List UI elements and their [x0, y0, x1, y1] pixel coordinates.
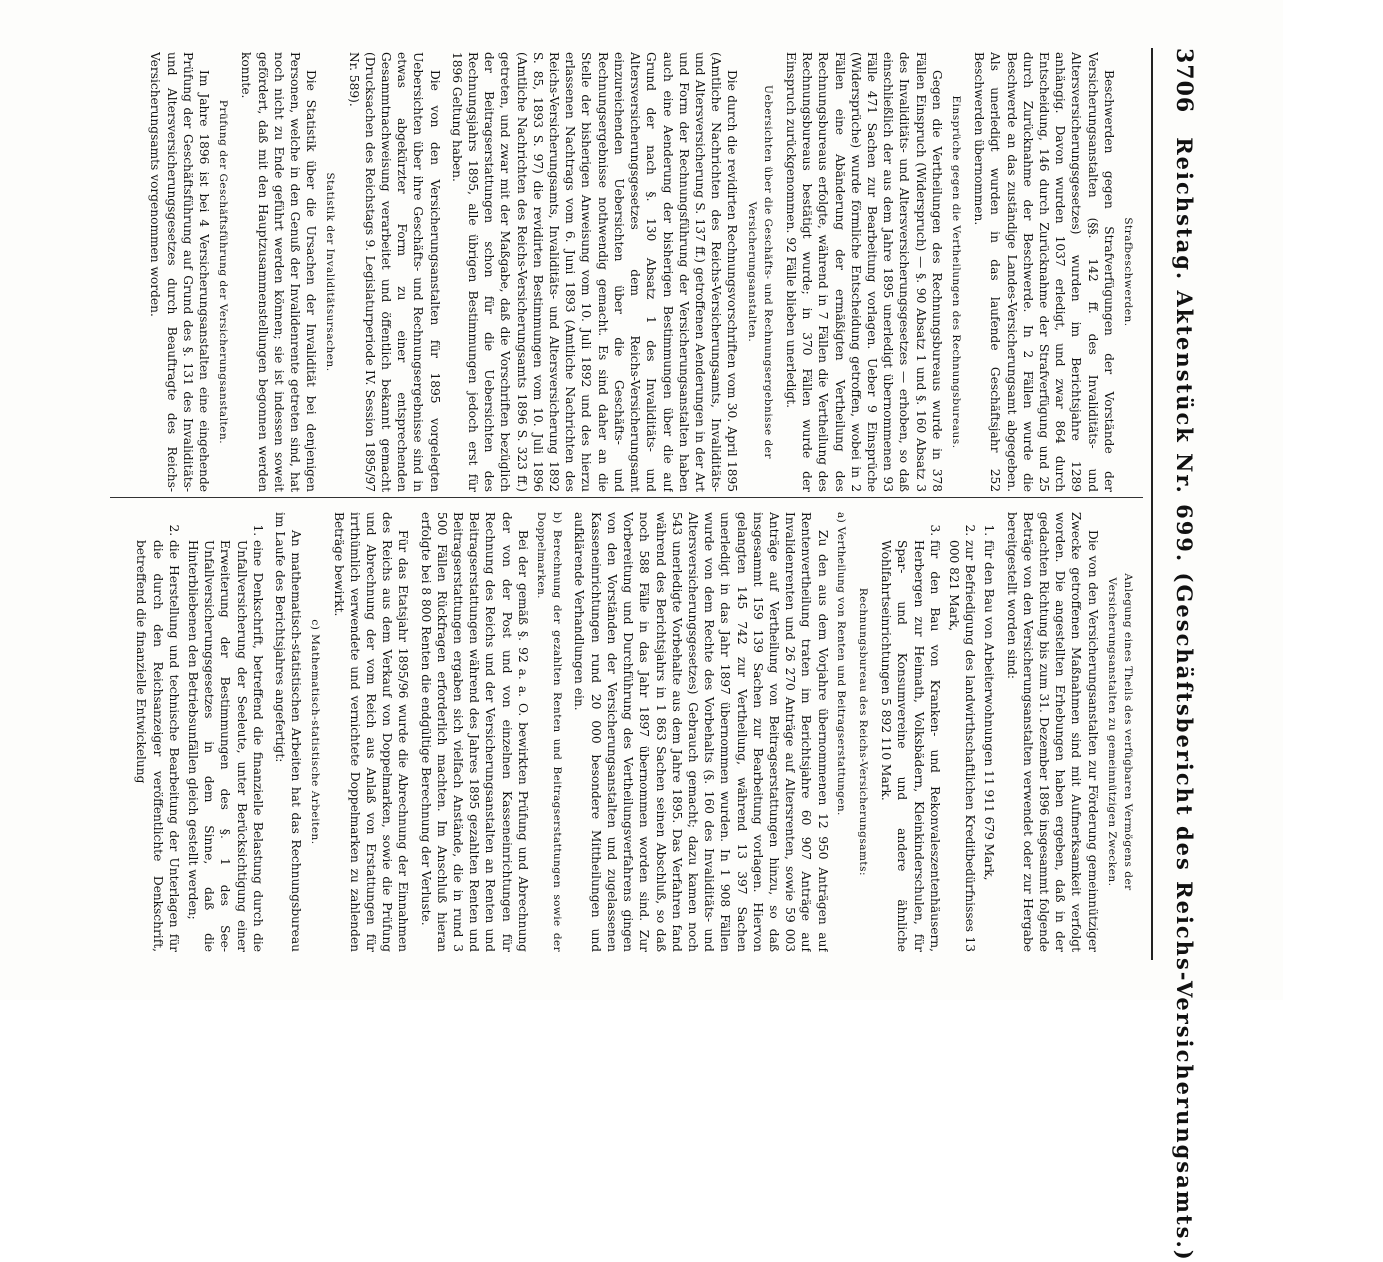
heading-strafbeschwerden: Strafbeschwerden. [1122, 217, 1134, 327]
paragraph-a: Zu den aus dem Vorjahre übernommenen 12 950 Anträgen auf Rentenvertheilung traten im Berichtsjahre 60 907 Anträge auf Invalidenrenten und 26 270 Anträge auf Altersrenten, sowie 59 003 Anträge auf Vertheilung von Beitragserstattungen hinzu, so daß insgesammt 159 139 Sachen zur Bearbeitung vorlagen. Hiervon gelangten 145 742 zur Vertheilung, während 13 397 Sachen unerledigt in das Jahr 1897 übernommen wurden. In 1 908 Fällen wurde von dem Rechte des Vorbehalts (§. 160 des Invaliditäts- und Altersversicherungsgesetzes) Gebrauch gemacht; dazu kamen noch 543 unerledigte Vorbehalte aus dem Jahre 1895. Das Verfahren fand während des Berichtsjahrs in 1 863 Sachen seinen Abschluß, so daß noch 588 Fälle in das Jahr 1897 übernommen worden sind. Zur Vorbereitung und Durchführung des Vertheilungsverfahrens gingen von den Vorständen der Versicherungsanstalten und zugelassenen Kasseneinrichtungen rund 20 000 besondere Mittheilungen und aufklärende Verhandlungen ein. [572, 512, 830, 952]
list-item: 1. eine Denkschrift, betreffend die finanzielle Belastung durch die Unfallversicherung der Seeleute, unter Berücksichtigung einer Erweiterung der Bestimmungen des §. 1 des See-Unfallversicherungsgesetzes in dem Sinne, daß die Hinterbliebenen den Betriebsunfällen gleich gestellt werden; [185, 540, 266, 952]
paragraph-pruefung: Im Jahre 1896 ist bei 4 Versicherungsanstalten eine eingehende Prüfung der Geschäftsführung auf Grund des §. 131 des Invaliditäts- und Altersversicherungsgesetzes durch Beauftragte des Reichs-Versicherungsamts vorgenommen worden. [148, 52, 212, 492]
heading-pruefung: Prüfung der Geschäftsführung der Versicherungsanstalten. [217, 99, 230, 445]
page-header [1157, 48, 1197, 1262]
left-column [40, 52, 1143, 492]
subheading-a: a) Vertheilung von Renten und Beitragserstattungen. [834, 512, 847, 816]
list-item: 2. die Herstellung und technische Bearbeitung der Unterlagen für die durch den Reichsanzeiger veröffentlichte Denkschrift, betreffend die finanzielle Entwickelung [133, 540, 182, 952]
list-item: 2. zur Befriedigung des landwirthschaftlichen Kreditbedürfnisses 13 000 821 Mark, [946, 540, 978, 952]
works-list [133, 530, 266, 952]
paragraph-uebersichten-2: Die von den Versicherungsanstalten für 1895 vorgelegten Uebersichten über ihre Geschäfts- und Rechnungsergebnisse sind in etwas abgekürzter Form zu einer entsprechenden Gesammtnachweisung verarbeitet und öffentlich bekannt gemacht (Drucksachen des Reichstags 9. Legislaturperiode IV. Session 1895/97 Nr. 589). [346, 52, 442, 492]
paragraph-b-2: Für das Etatsjahr 1895/96 wurde die Abrechnung der Einnahmen des Reichs aus dem Verkauf von Doppelmarken, sowie die Prüfung und Abrechnung der vom Reich aus Anlaß von Erstattungen für irrthümlich verwendete und vernichtete Doppelmarken zu zahlenden Beträge bewirkt. [331, 512, 411, 952]
paragraph-einsprueche: Gegen die Vertheilungen des Rechnungsbureaus wurde in 378 Fällen Einspruch (Widerspruch) — §. 90 Absatz 1 und §. 160 Absatz 3 des Invaliditäts- und Altersversicherungsgesetzes — erhoben, so daß einschließlich der aus dem Jahre 1895 unerledigt übernommenen 93 Fälle 471 Sachen zur Bearbeitung vorlagen. Ueber 9 Einsprüche (Widersprüche) wurde förmliche Entscheidung getroffen, wobei in 2 Fällen eine Abänderung der ermäßigten Vertheilung des Rechnungsbureaus erfolgte, während in 7 Fällen die Vertheilung des Rechnungsbureaus bestätigt wurde; in 370 Fällen wurde der Einspruch zurückgenommen. 92 Fälle blieben unerledigt. [783, 52, 944, 492]
amounts-list [878, 530, 997, 952]
heading-rechnungsbureau: Rechnungsbureau des Reichs-Versicherungsamts: [856, 587, 869, 877]
list-item: 3. für den Bau von Kranken- und Rekonvaleszentenhäusern, Herbergen zur Heimath, Volksbädern, Kleinkinderschulen, für Spar- und Konsumvereine und andere ähnliche Wohlfahrtseinrichtungen 5 892 110 Mark. [878, 540, 943, 952]
right-column [40, 512, 1143, 952]
list-item: 1. für den Bau von Arbeiterwohnungen 11 911 679 Mark, [981, 540, 997, 952]
subheading-b: b) Berechnung der gezahlten Renten und Beitragserstattungen sowie der Doppelmarken. [535, 512, 564, 952]
header-rule [1151, 48, 1153, 960]
paragraph-uebersichten-1: Die durch die revidirten Rechnungsvorschriften vom 30. April 1895 (Amtliche Nachrichten des Reichs-Versicherungsamts, Invaliditäts- und Altersversicherung S. 137 ff.) getroffenen Aenderungen in der Art und Form der Rechnungsführung der Versicherungsanstalten haben auch eine Aenderung der bisherigen Bestimmungen über die auf Grund der nach §. 130 Absatz 1 des Invaliditäts- und Altersversicherungsgesetzes dem Reichs-Versicherungsamt einzureichenden Uebersichten über die Geschäfts- und Rechnungsergebnisse nothwendig gemacht. Es sind daher an die Stelle der bisherigen Anweisung vom 10. Juli 1892 und des hierzu erlassenen Nachtrags vom 6. Juni 1893 (Amtliche Nachrichten des Reichs-Versicherungsamts, Invaliditäts- und Altersversicherung 1892 S. 85, 1893 S. 97) die revidirten Bestimmungen vom 10. Juli 1896 (Amtliche Nachrichten des Reichs-Versicherungsamts 1896 S. 323 ff.) getreten, und zwar mit der Maßgabe, daß die Vorschriften bezüglich der Beitragserstattungen schon für die Uebersichten des Rechnungsjahrs 1895, alle übrigen Bestimmungen jedoch erst für 1896 Geltung haben. [449, 52, 740, 492]
heading-uebersichten: Uebersichten über die Geschäfts- und Rechnungsergebnisse der Versicherungsanstalten. [745, 85, 774, 459]
paragraph-b-1: Bei der gemäß §. 92 a. a. O. bewirkten Prüfung und Abrechnung der von der Post und von einzelnen Kasseneinrichtungen für Rechnung des Reichs und der Versicherungsanstalten an Renten und Beitragserstattungen während des Jahres 1895 gezahlten Renten und Beitragserstattungen ergaben sich vielfach Anstände, die in rund 3 500 Fällen Rückfragen erforderlich machten. Im Anschluß hieran erfolgte bei 8 800 Renten die endgültige Berechnung der Verluste. [418, 512, 530, 952]
paragraph-c: An mathematisch-statistischen Arbeiten hat das Rechnungsbureau im Laufe des Berichtsjahres angefertigt: [273, 512, 304, 952]
paragraph-anlegung: Die von den Versicherungsanstalten zur Förderung gemeinnütziger Zwecke getroffenen Maßnahmen sind mit Aufmerksamkeit verfolgt worden. Die angestellten Erhebungen haben ergeben, daß in der gedachten Richtung bis zum 31. Dezember 1896 insgesammt folgende Beträge von den Versicherungsanstalten verwendet oder zur Hergabe bereitgestellt worden sind: [1004, 512, 1100, 952]
page-title: Reichstag. Aktenstück Nr. 699. (Geschäftsbericht des Reichs-Versicherungsamts.) [1172, 137, 1197, 1262]
column-divider [110, 497, 1143, 498]
heading-einsprueche: Einsprüche gegen die Vertheilungen des Rechnungsbureaus. [949, 95, 962, 449]
paragraph-strafbeschwerden: Beschwerden gegen Strafverfügungen der Vorstände der Versicherungsanstalten (§§. 142 ff. des Invaliditäts- und Altersversicherungsgesetzes) wurden im Berichtsjahre 1289 anhängig. Davon wurden 1037 erledigt, und zwar 864 durch Entscheidung, 146 durch Zurücknahme der Strafverfügung und 25 durch Zurücknahme der Beschwerde. In 2 Fällen wurde die Beschwerde an das zuständige Landes-Versicherungsamt abgegeben. Als unerledigt wurden in das laufende Geschäftsjahr 252 Beschwerden übernommen. [972, 52, 1116, 492]
heading-anlegung: Anlegung eines Theils des verfügbaren Vermögens der Versicherungsanstalten zu gemeinnützigen Zwecken. [1105, 573, 1134, 891]
subheading-c: c) Mathematisch-statistische Arbeiten. [309, 619, 322, 845]
page-number: 3706 [1171, 48, 1197, 114]
heading-statistik: Statistik der Invaliditätsursachen. [324, 172, 337, 372]
paragraph-statistik: Die Statistik über die Ursachen der Invalidität bei denjenigen Personen, welche in den Genuß der Invalidenrente getreten sind, hat noch nicht zu Ende geführt werden können; sie ist indessen soweit gefördert, daß mit den Hauptzusammenstellungen begonnen werden konnte. [239, 52, 319, 492]
